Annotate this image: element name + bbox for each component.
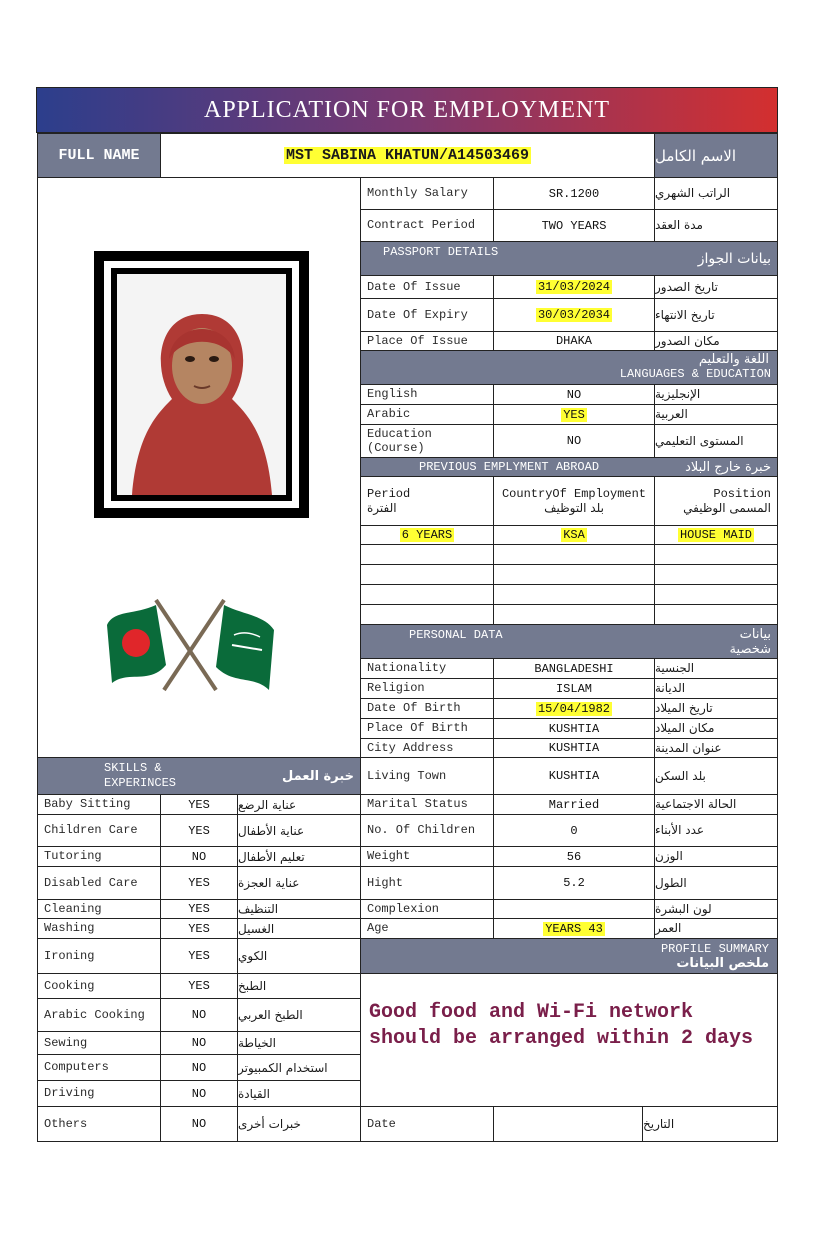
prev-row-period xyxy=(360,525,494,545)
personal-row-ar: الجنسية xyxy=(654,658,778,679)
personal-row-value: 5.2 xyxy=(493,866,655,900)
full-name-label: FULL NAME xyxy=(37,133,161,178)
skill-value: YES xyxy=(160,866,238,900)
lang-education-ar: المستوى التعليمي xyxy=(654,424,778,458)
skill-ar: عناية العجزة xyxy=(237,866,361,900)
lang-english-ar: الإنجليزية xyxy=(654,384,778,405)
personal-row-value xyxy=(493,918,655,939)
prev-col-position-ar: المسمى الوظيفي xyxy=(683,501,771,515)
prev-row-country xyxy=(493,525,655,545)
personal-header-ar: بيانات شخصية xyxy=(729,626,771,657)
prev-col-period-en: Period xyxy=(367,487,411,501)
skill-label: Children Care xyxy=(37,814,161,847)
skill-ar: الطبخ xyxy=(237,973,361,999)
personal-header xyxy=(360,624,778,659)
personal-row-value: KUSHTIA xyxy=(493,757,655,795)
passport-place-label: Place Of Issue xyxy=(360,331,494,351)
personal-row-ar: لون البشرة xyxy=(654,899,778,919)
skill-ar: الخياطة xyxy=(237,1031,361,1055)
personal-row-ar: العمر xyxy=(654,918,778,939)
skill-ar: الكوي xyxy=(237,938,361,974)
prev-row-country-text: KSA xyxy=(563,528,585,542)
passport-place-value: DHAKA xyxy=(493,331,655,351)
prev-empty-cell xyxy=(360,544,494,565)
personal-row-label: Complexion xyxy=(360,899,494,919)
personal-row-value xyxy=(493,698,655,719)
passport-header-ar: بيانات الجواز xyxy=(697,250,771,267)
personal-row-value-text: YEARS 43 xyxy=(545,921,603,936)
salary-value: SR.1200 xyxy=(493,177,655,210)
skill-label: Washing xyxy=(37,918,161,939)
personal-row-ar: الديانة xyxy=(654,678,778,699)
contract-value: TWO YEARS xyxy=(493,209,655,242)
personal-row-ar: الحالة الاجتماعية xyxy=(654,794,778,815)
personal-row-label: Date Of Birth xyxy=(360,698,494,719)
skill-value: NO xyxy=(160,846,238,867)
prev-empty-cell xyxy=(493,564,655,585)
previous-header xyxy=(360,457,778,477)
page-title: APPLICATION FOR EMPLOYMENT xyxy=(203,96,611,123)
previous-header-ar: خبرة خارج البلاد xyxy=(685,459,771,475)
personal-row-value xyxy=(493,899,655,919)
prev-empty-cell xyxy=(493,544,655,565)
personal-row-value: ISLAM xyxy=(493,678,655,699)
prev-col-period xyxy=(360,476,494,526)
lang-english-label: English xyxy=(360,384,494,405)
skill-label: Arabic Cooking xyxy=(37,998,161,1032)
skill-ar: استخدام الكمبيوتر xyxy=(237,1054,361,1081)
skill-label: Driving xyxy=(37,1080,161,1107)
full-name-value-cell xyxy=(160,133,655,178)
personal-row-label: No. Of Children xyxy=(360,814,494,847)
skill-ar: عناية الأطفال xyxy=(237,814,361,847)
personal-row-label: Marital Status xyxy=(360,794,494,815)
personal-row-ar: عنوان المدينة xyxy=(654,738,778,758)
skills-header-ar: خبرة العمل xyxy=(282,768,354,784)
photo-column xyxy=(37,177,361,758)
skill-ar: خبرات أخرى xyxy=(237,1106,361,1142)
salary-ar: الراتب الشهري xyxy=(654,177,778,210)
skill-ar: الغسيل xyxy=(237,918,361,939)
prev-empty-cell xyxy=(360,584,494,605)
skill-label: Others xyxy=(37,1106,161,1142)
prev-col-country-en: CountryOf Employment xyxy=(501,487,647,501)
skill-ar: الطبخ العربي xyxy=(237,998,361,1032)
salary-label: Monthly Salary xyxy=(360,177,494,210)
profile-header-ar: ملخص البيانات xyxy=(676,955,769,971)
personal-row-value-text: 15/04/1982 xyxy=(537,701,610,716)
skill-value: NO xyxy=(160,998,238,1032)
previous-header-en: PREVIOUS EMPLYMENT ABROAD xyxy=(419,460,600,474)
passport-header-en: PASSPORT DETAILS xyxy=(383,245,499,259)
passport-expiry-ar: تاريخ الانتهاء xyxy=(654,298,778,332)
skill-value: YES xyxy=(160,938,238,974)
skill-ar: تعليم الأطفال xyxy=(237,846,361,867)
prev-empty-cell xyxy=(654,604,778,625)
skill-value: NO xyxy=(160,1054,238,1081)
personal-row-value: KUSHTIA xyxy=(493,718,655,739)
languages-header xyxy=(360,350,778,385)
personal-row-label: Living Town xyxy=(360,757,494,795)
prev-empty-cell xyxy=(654,584,778,605)
skill-label: Cooking xyxy=(37,973,161,999)
prev-col-position xyxy=(654,476,778,526)
profile-header xyxy=(360,938,778,974)
skill-value: NO xyxy=(160,1080,238,1107)
skill-label: Computers xyxy=(37,1054,161,1081)
passport-header xyxy=(360,241,778,276)
lang-education-label: Education (Course) xyxy=(360,424,494,458)
personal-row-label: Hight xyxy=(360,866,494,900)
skill-value: YES xyxy=(160,814,238,847)
personal-row-label: Age xyxy=(360,918,494,939)
skill-value: YES xyxy=(160,794,238,815)
personal-row-label: Nationality xyxy=(360,658,494,679)
personal-row-ar: تاريخ الميلاد xyxy=(654,698,778,719)
personal-row-value: BANGLADESHI xyxy=(493,658,655,679)
profile-summary-box xyxy=(360,973,778,1107)
skill-label: Sewing xyxy=(37,1031,161,1055)
personal-header-en: PERSONAL DATA xyxy=(409,628,503,642)
lang-arabic-label: Arabic xyxy=(360,404,494,425)
prev-row-position-text: HOUSE MAID xyxy=(679,528,752,542)
prev-empty-cell xyxy=(654,544,778,565)
skill-label: Cleaning xyxy=(37,899,161,919)
contract-label: Contract Period xyxy=(360,209,494,242)
prev-col-position-en: Position xyxy=(713,487,771,501)
languages-header-en: LANGUAGES & EDUCATION xyxy=(619,367,771,381)
personal-row-ar: مكان الميلاد xyxy=(654,718,778,739)
contract-ar: مدة العقد xyxy=(654,209,778,242)
prev-empty-cell xyxy=(360,564,494,585)
date-ar: التاريخ xyxy=(642,1106,778,1142)
skill-label: Tutoring xyxy=(37,846,161,867)
lang-arabic-ar: العربية xyxy=(654,404,778,425)
personal-row-label: City Address xyxy=(360,738,494,758)
prev-col-period-ar: الفترة xyxy=(367,501,397,515)
prev-col-country-ar: بلد التوظيف xyxy=(544,501,604,515)
lang-english-value: NO xyxy=(493,384,655,405)
prev-col-country xyxy=(493,476,655,526)
skill-label: Ironing xyxy=(37,938,161,974)
personal-row-ar: عدد الأبناء xyxy=(654,814,778,847)
passport-expiry-label: Date Of Expiry xyxy=(360,298,494,332)
prev-empty-cell xyxy=(493,584,655,605)
title-bar xyxy=(36,87,778,133)
skill-value: YES xyxy=(160,973,238,999)
skill-ar: القيادة xyxy=(237,1080,361,1107)
prev-row-period-text: 6 YEARS xyxy=(401,528,453,542)
date-value[interactable] xyxy=(493,1106,643,1142)
passport-place-ar: مكان الصدور xyxy=(654,331,778,351)
skill-ar: عناية الرضع xyxy=(237,794,361,815)
skill-value: NO xyxy=(160,1031,238,1055)
personal-row-label: Weight xyxy=(360,846,494,867)
lang-education-value: NO xyxy=(493,424,655,458)
personal-row-ar: الوزن xyxy=(654,846,778,867)
personal-row-value: Married xyxy=(493,794,655,815)
personal-row-value: 0 xyxy=(493,814,655,847)
passport-expiry-value xyxy=(493,298,655,332)
profile-header-en: PROFILE SUMMARY xyxy=(660,941,769,956)
date-label: Date xyxy=(360,1106,494,1142)
lang-arabic-value xyxy=(493,404,655,425)
skill-ar: التنظيف xyxy=(237,899,361,919)
personal-row-value: KUSHTIA xyxy=(493,738,655,758)
passport-issue-value-text: 31/03/2024 xyxy=(537,280,610,294)
prev-empty-cell xyxy=(360,604,494,625)
personal-row-label: Place Of Birth xyxy=(360,718,494,739)
passport-issue-label: Date Of Issue xyxy=(360,275,494,299)
personal-row-label: Religion xyxy=(360,678,494,699)
skill-label: Disabled Care xyxy=(37,866,161,900)
prev-empty-cell xyxy=(493,604,655,625)
full-name-value: MST SABINA KHATUN/A14503469 xyxy=(285,147,530,164)
prev-row-position xyxy=(654,525,778,545)
skill-label: Baby Sitting xyxy=(37,794,161,815)
languages-header-ar: اللغة والتعليم xyxy=(698,352,769,367)
personal-row-value: 56 xyxy=(493,846,655,867)
skills-header xyxy=(37,757,361,795)
profile-summary-text: Good food and Wi-Fi network should be arranged within 2 days xyxy=(369,1001,754,1050)
skill-value: NO xyxy=(160,1106,238,1142)
skill-value: YES xyxy=(160,899,238,919)
prev-empty-cell xyxy=(654,564,778,585)
passport-expiry-value-text: 30/03/2034 xyxy=(537,308,610,322)
personal-row-ar: الطول xyxy=(654,866,778,900)
personal-row-ar: بلد السكن xyxy=(654,757,778,795)
full-name-ar: الاسم الكامل xyxy=(654,133,778,178)
passport-issue-value xyxy=(493,275,655,299)
skills-header-en: SKILLS & EXPERINCES xyxy=(104,761,177,790)
passport-issue-ar: تاريخ الصدور xyxy=(654,275,778,299)
lang-arabic-value-text: YES xyxy=(563,407,585,422)
skill-value: YES xyxy=(160,918,238,939)
